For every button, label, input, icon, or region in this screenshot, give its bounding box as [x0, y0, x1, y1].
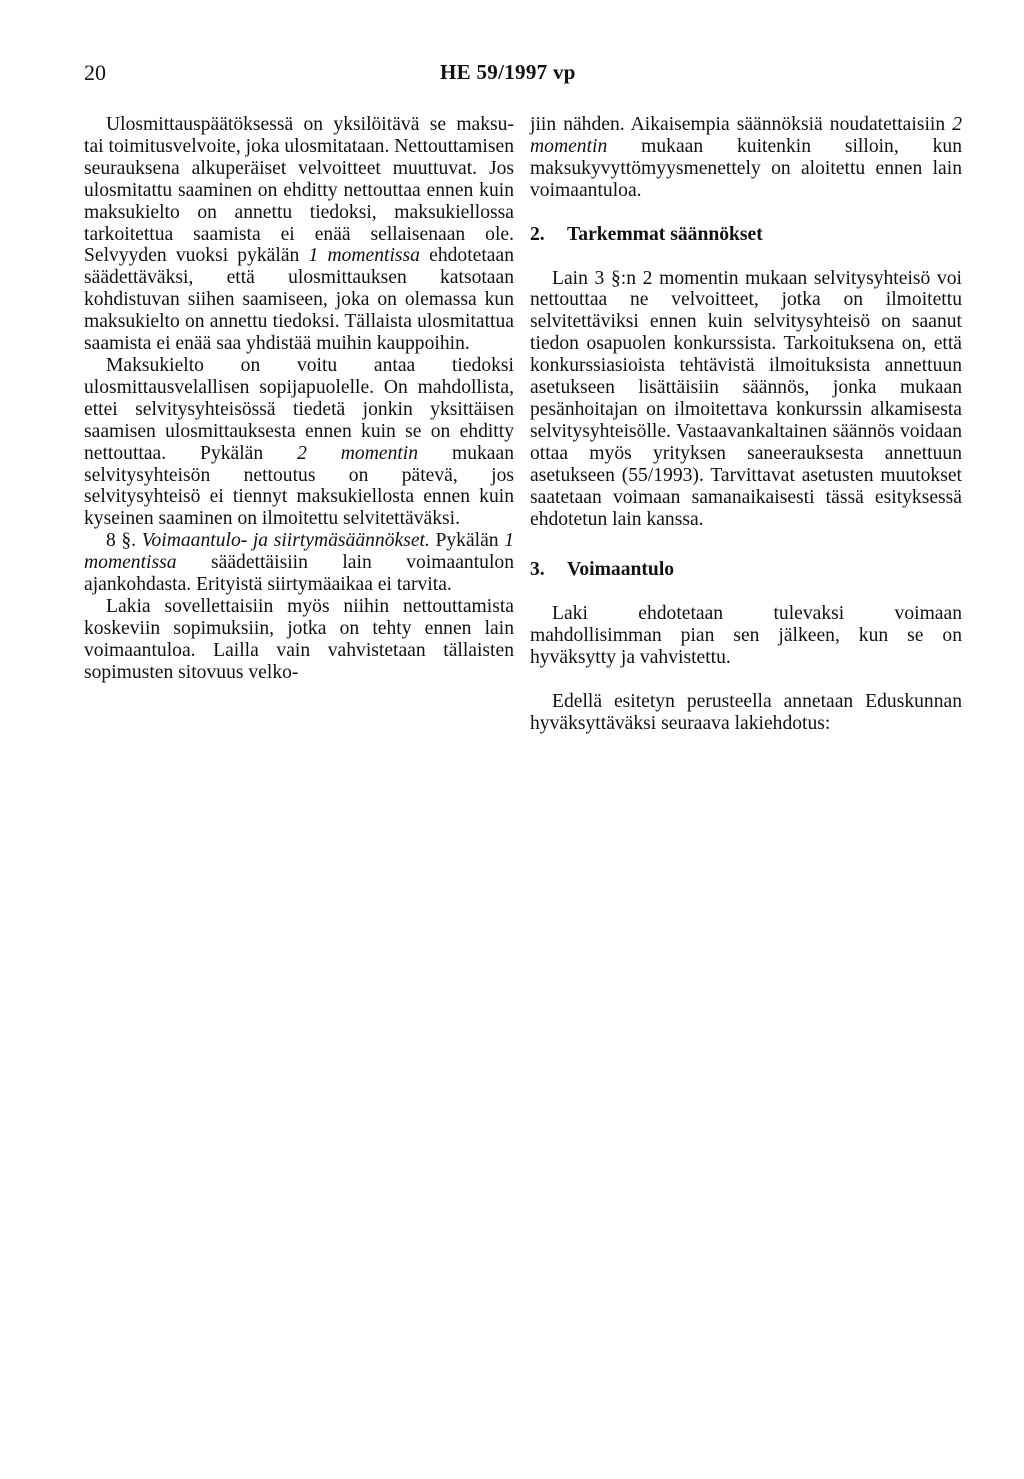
- paragraph-text: Edellä esitetyn perusteella annetaan Eduskunnan hyväksyttäväksi seuraava lakiehdotus:: [530, 691, 962, 734]
- section-number: 8 §.: [106, 530, 142, 552]
- paragraph-voimaantulo: [530, 603, 962, 669]
- paragraph-text: mukaan kuitenkin silloin, kun maksukyvyttömyysmenettely on aloitettu ennen lain voimaantuloa.: [530, 135, 962, 201]
- paragraph-text: Selvyyden vuoksi pykälän: [84, 245, 309, 267]
- paragraph-text: Lain 3 §:n 2 momentin mukaan selvitysyhteisö voi nettouttaa ne velvoitteet, jotka on ilmoitettu selvitettäviksi ennen kuin selvitysyhteisö on saanut tiedon osapuolen konkurssista. Tarkoituksena on, että konkurssiasioista tehtävistä ilmoituksista annettuun asetukseen lisättäisiin säännös, jonka mukaan pesänhoitajan on ilmoitettava konkurssin alkamisesta selvitysyhteisölle. Vastaavankaltainen säännös voidaan ottaa myös yrityksen saneerauksesta annettuun asetukseen (55/1993). Tarvittavat asetusten muutokset saatetaan voimaan samanaikaisesti tässä esityksessä ehdotetun lain kanssa.: [530, 267, 962, 530]
- paragraph-text: Lakia sovellettaisiin myös niihin nettouttamista koskeviin sopimuksiin, jotka on tehty ennen lain voimaantuloa. Lailla vain vahvistetaan tällaisten sopimusten sitovuus velko-: [84, 595, 514, 683]
- paragraph-text: ehdotetaan säädettäväksi, että ulosmittauksen katsotaan kohdistuvan siihen saamiseen, joka on olemassa kun maksukielto on annettu tiedoksi. Tällaista ulosmitattua saamista ei enää saa yhdistää muihin kauppoihin.: [84, 245, 514, 355]
- paragraph-ulosmittauspaatos: [84, 114, 514, 355]
- italic-reference: 2 momentin: [530, 114, 962, 157]
- heading-number: 3.: [530, 559, 545, 581]
- paragraph-text: Laki ehdotetaan tulevaksi voimaan mahdollisimman pian sen jälkeen, kun se on hyväksytty ja vahvistettu.: [530, 603, 962, 669]
- paragraph-maksukielto: [84, 355, 514, 530]
- heading-title: Tarkemmat säännökset: [567, 223, 763, 245]
- paragraph-lain-3: [530, 268, 962, 531]
- paragraph-text: säädettäisiin lain voimaantulon ajankohdasta. Erityistä siirtymäaikaa ei tarvita.: [84, 552, 514, 596]
- paragraph-sovellettaisiin: [84, 596, 514, 684]
- paragraph-text: jiin nähden. Aikaisempia säännöksiä noudatettaisiin: [530, 114, 953, 135]
- paragraph-text: Pykälän: [429, 530, 505, 552]
- italic-reference: 1 momentissa: [84, 530, 514, 574]
- page-number: 20: [84, 60, 106, 85]
- paragraph-section-8: [84, 530, 514, 596]
- paragraph-lakiehdotus: [530, 691, 962, 735]
- italic-reference: 1 momentissa: [308, 245, 420, 267]
- section-title: Voimaantulo- ja siirtymäsäännökset.: [141, 530, 430, 552]
- left-column: [84, 114, 514, 684]
- page-header: [84, 60, 944, 90]
- section-heading-tarkemmat: [530, 224, 962, 246]
- paragraph-text: Maksukielto on voitu antaa tiedoksi ulosmittausvelallisen sopijapuolelle. On mahdollista, ettei selvitysyhteisössä tiedetä jonkin yksittäisen saamisen ulosmittauksesta ennen kuin se on ehditty nettouttaa. Pykälän: [84, 354, 514, 464]
- right-column: [530, 114, 962, 735]
- heading-title: Voimaantulo: [567, 559, 675, 581]
- section-heading-voimaantulo: [530, 559, 962, 581]
- italic-reference: 2 momentin: [297, 442, 419, 464]
- paragraph-text: Ulosmittauspäätöksessä on yksilöitävä se maksu- tai toimitusvelvoite, joka ulosmitataan. Nettouttamisen seurauksena alkuperäiset velvoitteet muuttuvat. Jos ulosmitattu saaminen on ehditty nettouttaa ennen kuin maksukielto on annettu tiedoksi, maksukiellossa tarkoitettua saamista ei enää sellaisenaan ole.: [84, 114, 514, 245]
- paragraph-continuation: [530, 114, 962, 202]
- document-id: HE 59/1997 vp: [440, 60, 576, 84]
- paragraph-text: mukaan selvitysyhteisön nettoutus on pätevä, jos selvitysyhteisö ei tiennyt maksukiellosta ennen kuin kyseinen saaminen on ilmoitettu selvitettäväksi.: [84, 442, 514, 530]
- heading-number: 2.: [530, 223, 545, 245]
